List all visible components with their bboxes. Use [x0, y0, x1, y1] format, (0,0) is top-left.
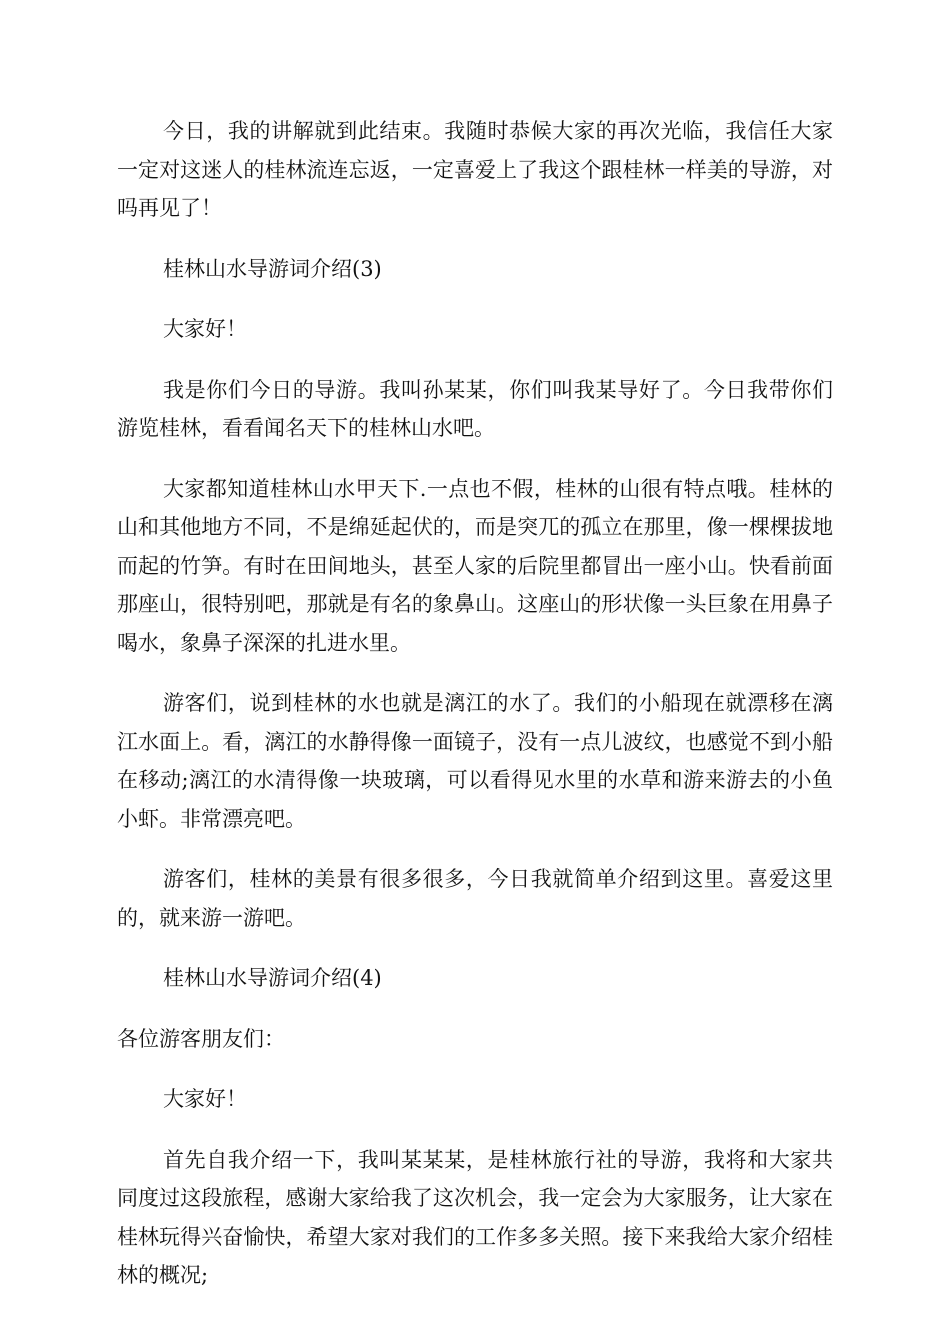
paragraph-salutation: 各位游客朋友们：: [117, 1026, 285, 1051]
section-heading-4: 桂林山水导游词介绍(4): [163, 966, 382, 990]
paragraph-mountains: 大家都知道桂林山水甲天下.一点也不假，桂林的山很有特点哦。桂林的山和其他地方不同，不是绵延起伏的，而是突兀的孤立在那里，像一棵棵拔地而起的竹笋。有时在田间地头，甚至人家的后院里都冒出一座小山。快看前面那座山，很特别吧，那就是有名的象鼻山。这座山的形状像一头巨象在用鼻子喝水，象鼻子深深的扎进水里。: [117, 476, 833, 655]
paragraph-farewell: 游客们，桂林的美景有很多很多，今日我就简单介绍到这里。喜爱这里的，就来游一游吧。: [117, 867, 833, 930]
paragraph-greeting: 大家好！: [163, 317, 247, 341]
paragraph-intro: 我是你们今日的导游。我叫孙某某，你们叫我某导好了。今日我带你们游览桂林，看看闻名天下的桂林山水吧。: [117, 377, 833, 440]
paragraph-greeting-2: 大家好！: [163, 1087, 247, 1111]
paragraph-water: 游客们，说到桂林的水也就是漓江的水了。我们的小船现在就漂移在漓江水面上。看，漓江的水静得像一面镜子，没有一点儿波纹，也感觉不到小船在移动;漓江的水清得像一块玻璃，可以看得见水里的水草和游来游去的小鱼小虾。非常漂亮吧。: [117, 691, 833, 831]
paragraph-closing: 今日，我的讲解就到此结束。我随时恭候大家的再次光临，我信任大家一定对这迷人的桂林流连忘返，一定喜爱上了我这个跟桂林一样美的导游，对吗再见了！: [117, 119, 833, 220]
document-page: [117, 112, 833, 1295]
section-heading-3: 桂林山水导游词介绍(3): [163, 256, 382, 281]
paragraph-self-intro: 首先自我介绍一下，我叫某某某，是桂林旅行社的导游，我将和大家共同度过这段旅程，感谢大家给我了这次机会，我一定会为大家服务，让大家在桂林玩得兴奋愉快，希望大家对我们的工作多多关照。接下来我给大家介绍桂林的概况;: [117, 1147, 833, 1287]
